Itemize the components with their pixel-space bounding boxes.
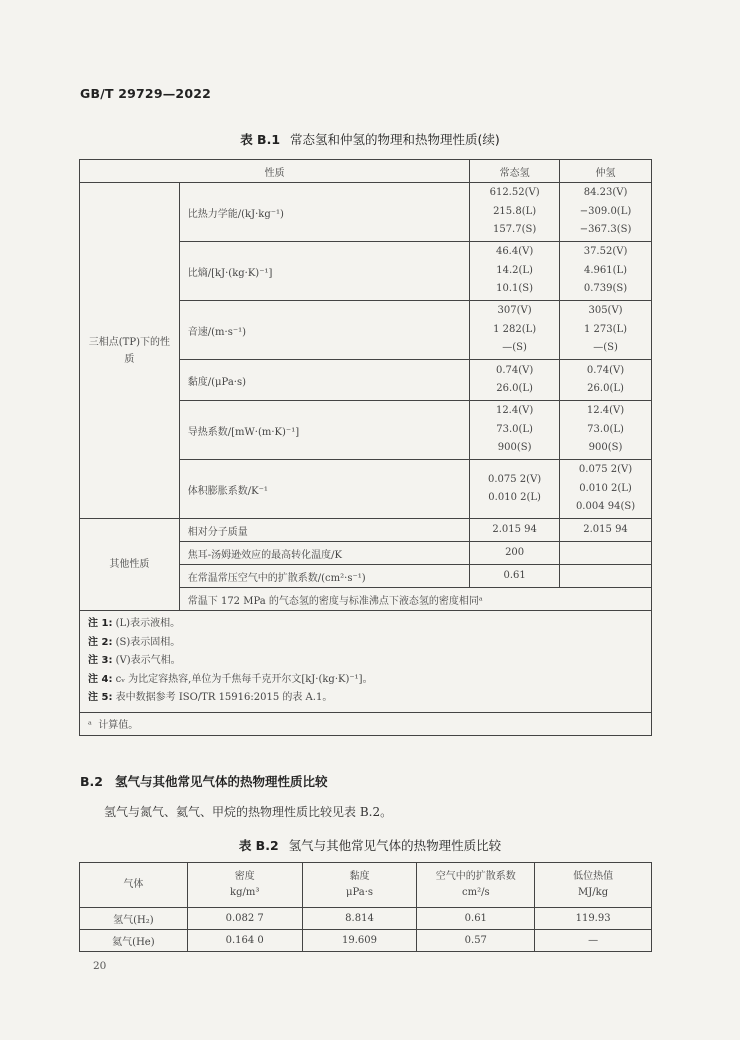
page-number: 20: [93, 960, 107, 972]
normal-value-cell: 46.4(V) 14.2(L) 10.1(S): [470, 242, 560, 301]
table-b2: [79, 862, 652, 952]
table-b1-title: 常态氢和仲氢的物理和热物理性质(续): [290, 132, 500, 147]
col-header: 低位热值 MJ/kg: [535, 863, 652, 908]
table-b1-caption: [0, 130, 740, 148]
para-value-cell: 2.015 94: [560, 519, 652, 542]
col-header: 密度 kg/m³: [187, 863, 302, 908]
note-item: 注 1: (L)表示液相。: [88, 618, 181, 629]
note-item: 注 2: (S)表示固相。: [88, 636, 181, 648]
para-value-cell: 37.52(V) 4.961(L) 0.739(S): [560, 242, 652, 301]
normal-value-cell: 307(V) 1 282(L) —(S): [470, 301, 560, 360]
footnote-row: [80, 712, 652, 735]
footnote-cell: [80, 712, 652, 735]
normal-value-cell: 0.61: [470, 565, 560, 588]
normal-value-cell: 612.52(V) 215.8(L) 157.7(S): [470, 183, 560, 242]
notes-row: [80, 611, 652, 713]
table-row: [80, 519, 652, 542]
group-label-triple-point: 三相点(TP)下的性质: [80, 183, 180, 519]
para-value-cell: 305(V) 1 273(L) —(S): [560, 301, 652, 360]
col-header: 气体: [80, 863, 188, 908]
property-name: 黏度/(μPa·s): [179, 360, 469, 401]
normal-value-cell: 200: [470, 542, 560, 565]
table-b1-number: 表 B.1: [240, 132, 281, 147]
table-b1: [79, 159, 652, 736]
table-b2-title: 氢气与其他常见气体的热物理性质比较: [288, 838, 502, 853]
para-value-cell: 12.4(V) 73.0(L) 900(S): [560, 401, 652, 460]
property-name: 音速/(m·s⁻¹): [179, 301, 469, 360]
table-cell: 0.082 7: [187, 908, 302, 930]
property-name: 体积膨胀系数/K⁻¹: [179, 460, 469, 519]
table-b2-caption: [0, 836, 740, 854]
table-cell: —: [535, 930, 652, 952]
para-value-cell: 0.74(V) 26.0(L): [560, 360, 652, 401]
property-name: 焦耳-汤姆逊效应的最高转化温度/K: [179, 542, 469, 565]
para-value-cell: [560, 542, 652, 565]
notes-cell: [80, 611, 652, 713]
table-b2-number: 表 B.2: [238, 838, 279, 853]
para-value-cell: 84.23(V) −309.0(L) −367.3(S): [560, 183, 652, 242]
col-header: 黏度 μPa·s: [302, 863, 417, 908]
table-header-row: [80, 160, 652, 183]
col-header-para-hydrogen: 仲氢: [560, 160, 652, 183]
table-header-row: [80, 863, 652, 908]
property-name: 比热力学能/(kJ·kg⁻¹): [179, 183, 469, 242]
para-value-cell: 0.075 2(V) 0.010 2(L) 0.004 94(S): [560, 460, 652, 519]
standard-number: GB/T 29729—2022: [80, 86, 212, 101]
footnote-mark: ᵃ: [88, 720, 92, 731]
property-name: 相对分子质量: [179, 519, 469, 542]
table-cell: 19.609: [302, 930, 417, 952]
section-paragraph: 氢气与氮气、氦气、甲烷的热物理性质比较见表 B.2。: [104, 805, 393, 819]
table-row: [80, 908, 652, 930]
group-label-other: 其他性质: [80, 519, 180, 611]
normal-value-cell: 12.4(V) 73.0(L) 900(S): [470, 401, 560, 460]
section-number: B.2: [80, 774, 103, 789]
property-name: 比熵/[kJ·(kg·K)⁻¹]: [179, 242, 469, 301]
col-header: 空气中的扩散系数 cm²/s: [417, 863, 535, 908]
section-heading: [80, 772, 328, 790]
table-row: [80, 183, 652, 242]
normal-value-cell: 0.74(V) 26.0(L): [470, 360, 560, 401]
normal-value-cell: 2.015 94: [470, 519, 560, 542]
full-width-statement: 常温下 172 MPa 的气态氢的密度与标准沸点下液态氢的密度相同ᵃ: [179, 588, 651, 611]
property-name: 在常温常压空气中的扩散系数/(cm²·s⁻¹): [179, 565, 469, 588]
note-item: 注 3: (V)表示气相。: [88, 655, 181, 666]
col-header-normal-hydrogen: 常态氢: [470, 160, 560, 183]
normal-value-cell: 0.075 2(V) 0.010 2(L): [470, 460, 560, 519]
footnote-text: 计算值。: [98, 720, 139, 731]
para-value-cell: [560, 565, 652, 588]
table-cell: 0.61: [417, 908, 535, 930]
table-row: [80, 930, 652, 952]
section-title: 氢气与其他常见气体的热物理性质比较: [114, 774, 328, 789]
note-item: 注 5: 表中数据参考 ISO/TR 15916:2015 的表 A.1。: [88, 692, 333, 703]
table-cell: 0.57: [417, 930, 535, 952]
table-cell: 8.814: [302, 908, 417, 930]
note-item: 注 4: cᵥ 为比定容热容,单位为千焦每千克开尔文[kJ·(kg·K)⁻¹]。: [88, 673, 373, 685]
property-name: 导热系数/[mW·(m·K)⁻¹]: [179, 401, 469, 460]
table-cell: 119.93: [535, 908, 652, 930]
col-header-property: 性质: [80, 160, 470, 183]
table-cell: 0.164 0: [187, 930, 302, 952]
table-cell: 氢气(H₂): [80, 908, 188, 930]
table-cell: 氦气(He): [80, 930, 188, 952]
